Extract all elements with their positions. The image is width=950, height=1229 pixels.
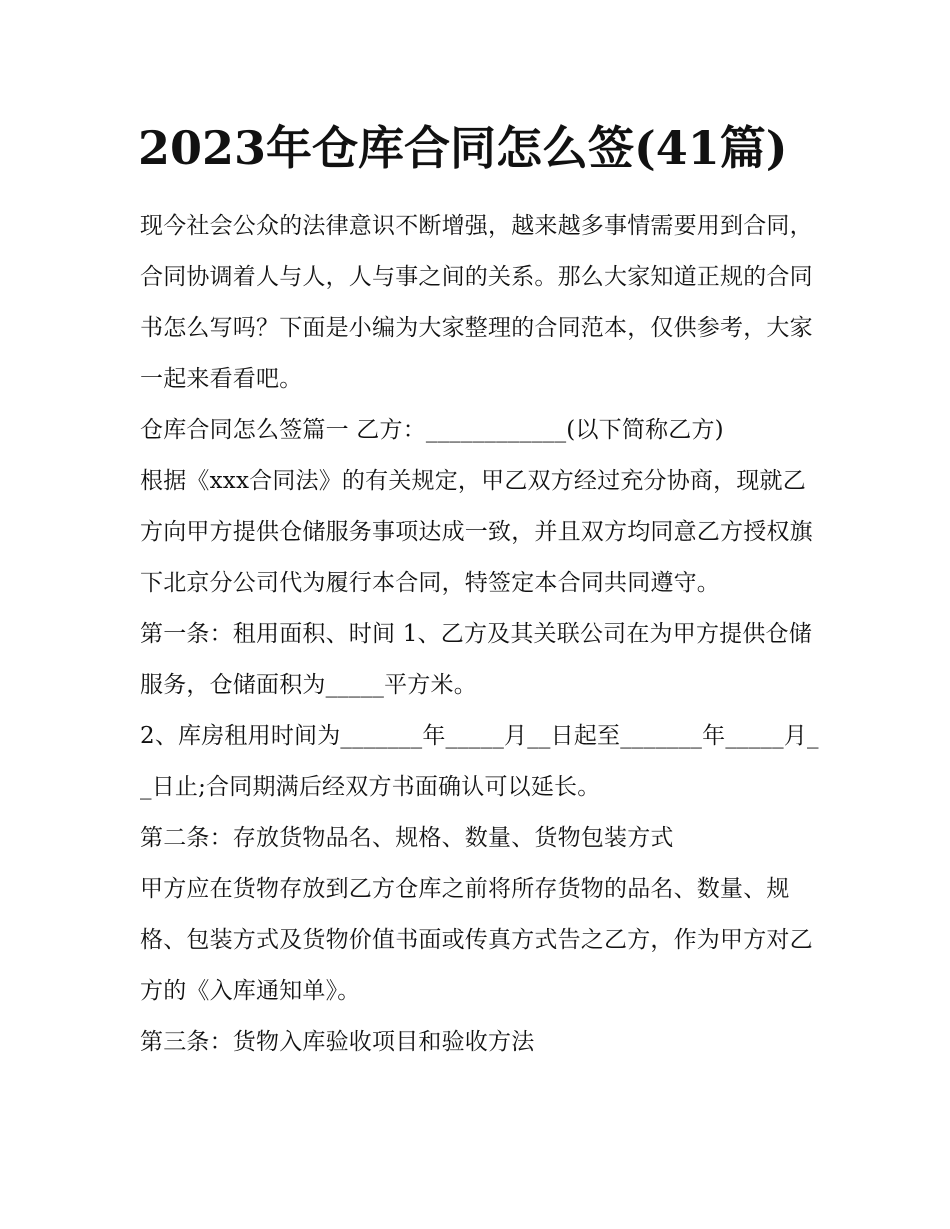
paragraph-intro: 现今社会公众的法律意识不断增强，越来越多事情需要用到合同，合同协调着人与人，人与事之间的关系。那么大家知道正规的合同书怎么写吗？下面是小编为大家整理的合同范本，仅供参考，大家一起来看看吧。: [140, 213, 813, 392]
paragraph-legal-basis: 根据《xxx合同法》的有关规定，甲乙双方经过充分协商，现就乙方向甲方提供仓储服务事项达成一致，并且双方均同意乙方授权旗下北京分公司代为履行本合同，特签定本合同共同遵守。: [140, 468, 813, 596]
document-title: 2023年仓库合同怎么签(41篇): [138, 121, 788, 175]
paragraph-goods-notice: 甲方应在货物存放到乙方仓库之前将所存货物的品名、数量、规格、包装方式及货物价值书面或传真方式告之乙方，作为甲方对乙方的《入库通知单》。: [140, 876, 813, 1004]
document-body: [140, 201, 820, 1068]
paragraph-article-1: 第一条：租用面积、时间 1、乙方及其关联公司在为甲方提供仓储服务，仓储面积为_____平方米。: [140, 621, 812, 698]
paragraph-lease-period: 2、库房租用时间为_______年_____月__日起至_______年_____月__日止;合同期满后经双方书面确认可以延长。: [140, 723, 819, 800]
paragraph-party-b: 仓库合同怎么签篇一 乙方：____________(以下简称乙方): [140, 417, 724, 443]
paragraph-article-3: 第三条：货物入库验收项目和验收方法: [140, 1029, 535, 1055]
paragraph-article-2: 第二条：存放货物品名、规格、数量、货物包装方式: [140, 825, 674, 851]
